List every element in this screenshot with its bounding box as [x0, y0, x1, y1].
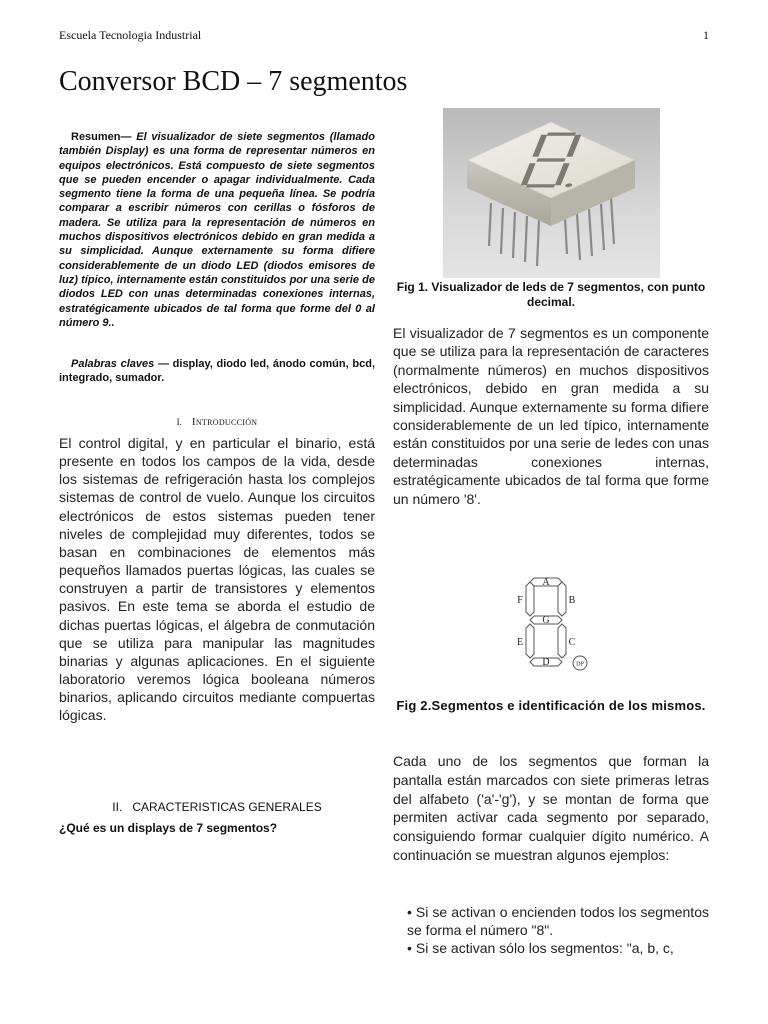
examples-list: [393, 903, 709, 958]
seven-segment-photo: [443, 108, 660, 278]
label-dp: DP: [576, 661, 584, 668]
seven-segment-display-illustration: [443, 108, 660, 278]
label-f: F: [517, 595, 523, 606]
section-2-heading: [59, 800, 375, 814]
segment-e: [526, 624, 534, 658]
segment-diagram: [508, 576, 604, 672]
segment-b: [558, 582, 566, 616]
segment-c: [558, 624, 566, 658]
segment-f: [526, 582, 534, 616]
label-d: D: [542, 657, 550, 668]
label-g: G: [542, 615, 550, 626]
figure-2-caption: Fig 2.Segmentos e identificación de los mismos.: [396, 698, 706, 713]
running-header: Escuela Tecnologia Industrial: [59, 28, 202, 42]
section-1-heading: [59, 416, 375, 428]
introduction-paragraph: El control digital, y en particular el binario, está presente en todos los campos de la vida, desde los sistemas de refrigeración hasta los complejos sistemas de control de vuelo. Aunque los circuitos electrónicos de estos sistemas pueden tener niveles de complejidad muy diferentes, todos se basan en combinaciones de elementos más pequeños llamados puertas lógicas, las cuales se construyen a partir de transistores y elementos pasivos. En este tema se aborda el estudio de dichas puertas lógicas, el álgebra de conmutación que se utiliza para manipular las magnitudes binarias y algunas aplicaciones. En el siguiente laboratorio veremos lógica booleana números binarios, aplicando circuitos mediante compuertas lógicas.: [59, 435, 375, 724]
abstract-text: El visualizador de siete segmentos (llamado también Display) es una forma de representar números en equipos electrónicos. Está compuesto de siete segmentos que se pueden encender o apagar individualmente. Cada segmento tiene la forma de una pequeña línea. Se podría comparar a escribir números con cerillas o fósforos de madera. Se utiliza para la representación de números en muchos dispositivos electrónicos debido en gran medida a su simplicidad. Aunque externamente su forma difiere considerablemente de un diodo LED (diodos emisores de luz) típico, internamente están constituidos por una serie de diodos LED con unas determinadas conexiones internas, estratégicamente ubicados de tal forma que forme del 0 al número 9..: [59, 131, 375, 329]
list-item: • Si se activan sólo los segmentos: "a, b, c,: [393, 939, 709, 957]
figure-1-caption: Fig 1. Visualizador de leds de 7 segmentos, con punto decimal.: [396, 280, 706, 309]
display-description-paragraph: El visualizador de 7 segmentos es un componente que se utiliza para la representación de caracteres (normalmente números) en muchos dispositivos electrónicos, debido en gran medida a su simplicidad. Aunque externamente su forma difiere considerablemente de un led típico, internamente están constituidos por una serie de ledes con unas determinadas conexiones internas, estratégicamente ubicados de tal forma que forme un número '8'.: [393, 325, 709, 507]
keywords: [59, 357, 375, 385]
section-2-number: II.: [112, 800, 123, 814]
list-item: • Si se activan o encienden todos los segmentos se forma el número "8".: [393, 903, 709, 939]
abstract: [59, 130, 375, 330]
label-a: A: [542, 577, 550, 588]
label-c: C: [568, 637, 576, 648]
label-b: B: [568, 595, 576, 606]
page-number: 1: [703, 28, 709, 42]
segment-diagram-svg: [508, 576, 604, 672]
section-1-number: I.: [176, 417, 182, 427]
paper-title: Conversor BCD – 7 segmentos: [59, 66, 408, 97]
abstract-label: Resumen—: [71, 131, 132, 143]
section-2-question: ¿Qué es un displays de 7 segmentos?: [59, 821, 278, 835]
section-1-title: Introducción: [191, 416, 258, 428]
section-2-title: CARACTERISTICAS GENERALES: [132, 800, 322, 814]
keywords-text: — display, diodo led, ánodo común, bcd, integrado, sumador.: [59, 358, 375, 384]
segments-paragraph: Cada uno de los segmentos que forman la pantalla están marcados con siete primeras letras del alfabeto ('a'-'g'), y se montan de forma que permiten activar cada segmento por separado, consiguiendo formar cualquier dígito numérico. A continuación se muestran algunos ejemplos:: [393, 753, 709, 863]
keywords-label: Palabras claves: [71, 358, 155, 370]
label-e: E: [516, 637, 524, 648]
